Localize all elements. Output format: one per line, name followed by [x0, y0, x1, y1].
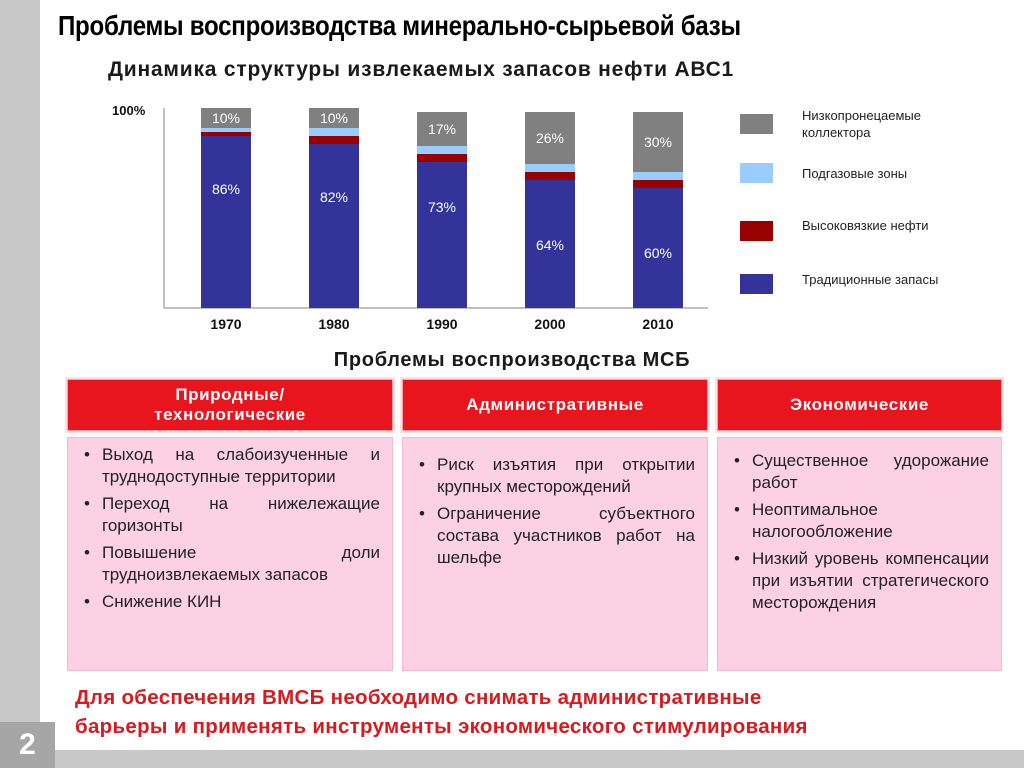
data-label-traditional-1990: 73%: [427, 199, 457, 215]
x-tick-label-1970: 1970: [210, 316, 242, 332]
legend-swatch-traditional: [740, 274, 773, 294]
bar-segment-traditional-1990: [417, 162, 467, 308]
x-tick-label-1980: 1980: [318, 316, 350, 332]
natural-list: [68, 444, 392, 613]
data-label-low-permeability-1980: 10%: [319, 110, 349, 126]
column-header-administrative-text: Административные: [466, 395, 644, 414]
bar-segment-heavy-oil-1980: [309, 136, 359, 144]
bars-layer: [201, 108, 683, 308]
legend-swatch-low-permeability: [740, 114, 773, 134]
bar-segment-gas-cap-zones-1980: [309, 128, 359, 136]
list-item: • Повышение доли трудноизвлекаемых запасов: [80, 542, 380, 586]
column-header-economic-text: Экономические: [790, 395, 929, 414]
list-item: • Ограничение субъектного состава участников работ на шельфе: [415, 503, 695, 569]
column-body-administrative: [402, 437, 708, 671]
y-tick-label-100: 100%: [112, 103, 146, 118]
conclusion-line-1: Для обеспечения ВМСБ необходимо снимать административные: [75, 686, 762, 709]
x-tick-label-1990: 1990: [426, 316, 458, 332]
bottom-decor-bar: [40, 750, 1024, 768]
page-number: 2: [0, 722, 55, 768]
data-label-low-permeability-1990: 17%: [427, 121, 457, 137]
legend-label-gas-cap-zones: Подгазовые зоны: [802, 166, 908, 181]
list-item: • Существенное удорожание работ: [730, 450, 989, 494]
legend-swatch-gas-cap-zones: [740, 163, 773, 183]
legend-label-heavy-oil: Высоковязкие нефти: [802, 218, 929, 233]
column-header-economic: [717, 379, 1002, 431]
bar-segment-heavy-oil-2000: [525, 172, 575, 180]
data-label-low-permeability-2000: 26%: [535, 130, 565, 146]
bar-segment-gas-cap-zones-1970: [201, 128, 251, 132]
data-label-low-permeability-2010: 30%: [643, 134, 673, 150]
conclusion-text: [75, 683, 808, 741]
list-item: • Неоптимальное налогообложение: [730, 499, 989, 543]
data-label-traditional-2000: 64%: [535, 237, 565, 253]
bar-segment-gas-cap-zones-2010: [633, 172, 683, 180]
data-label-traditional-1980: 82%: [319, 189, 349, 205]
legend-label-traditional: Традиционные запасы: [802, 272, 939, 287]
section-title: Проблемы воспроизводства МСБ: [333, 349, 691, 371]
column-header-natural-text: Природные/ технологические: [154, 385, 306, 424]
left-decor-stripe: [0, 0, 40, 768]
bar-segment-traditional-1970: [201, 136, 251, 308]
data-label-traditional-1970: 86%: [211, 181, 241, 197]
column-body-economic: [717, 437, 1002, 671]
column-body-natural: [67, 437, 393, 671]
page-title: Проблемы воспроизводства минерально-сырьевой базы: [58, 10, 741, 41]
bar-segment-gas-cap-zones-1990: [417, 146, 467, 154]
list-item: • Риск изъятия при открытии крупных месторождений: [415, 454, 695, 498]
bar-segment-gas-cap-zones-2000: [525, 164, 575, 172]
legend-label-low-permeability: Низкопронецаемые коллектора: [802, 108, 921, 140]
stacked-bar-chart: [100, 96, 720, 346]
list-item: • Переход на нижележащие горизонты: [80, 493, 380, 537]
x-tick-labels: [210, 316, 673, 332]
bar-segment-heavy-oil-1990: [417, 154, 467, 162]
bar-segment-heavy-oil-2010: [633, 180, 683, 188]
conclusion-line-2: барьеры и применять инструменты экономического стимулирования: [75, 715, 808, 738]
list-item: • Снижение КИН: [80, 591, 380, 613]
x-tick-label-2000: 2000: [534, 316, 566, 332]
column-header-natural: [67, 379, 393, 431]
economic-list: [718, 450, 1001, 614]
data-label-traditional-2010: 60%: [643, 245, 673, 261]
list-item: • Выход на слабоизученные и труднодоступные территории: [80, 444, 380, 488]
administrative-list: [403, 454, 707, 569]
list-item: • Низкий уровень компенсации при изъятии стратегического месторождения: [730, 548, 989, 614]
bar-segment-heavy-oil-1970: [201, 132, 251, 136]
legend-swatch-heavy-oil: [740, 221, 773, 241]
chart-title: Динамика структуры извлекаемых запасов нефти АВС1: [108, 58, 735, 81]
column-header-administrative: [402, 379, 708, 431]
x-tick-label-2010: 2010: [642, 316, 674, 332]
bar-segment-traditional-1980: [309, 144, 359, 308]
data-label-low-permeability-1970: 10%: [211, 110, 241, 126]
